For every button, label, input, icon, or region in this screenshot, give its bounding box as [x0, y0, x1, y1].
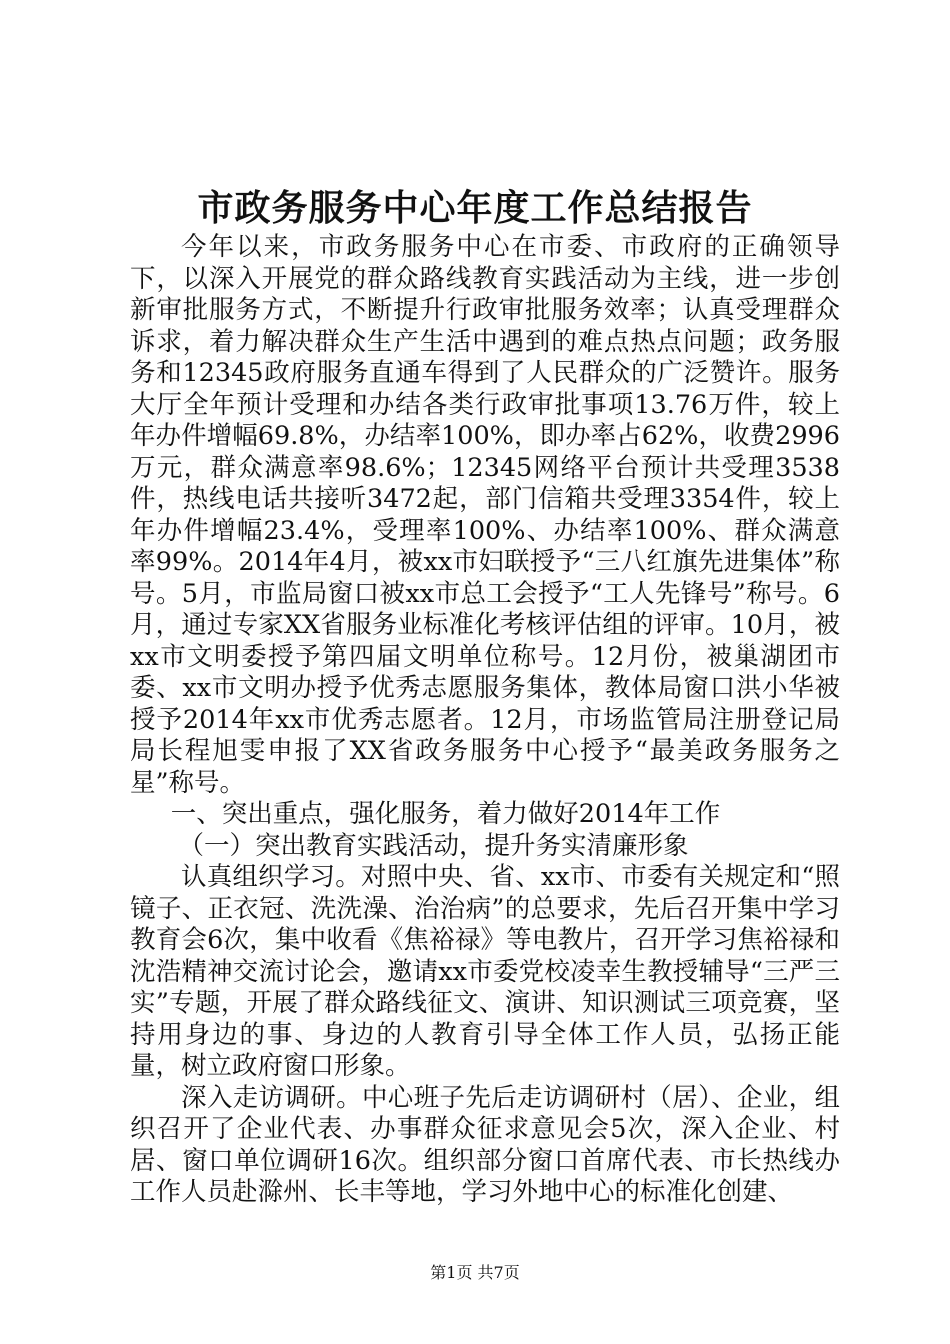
page-number-footer: 第1页 共7页	[430, 1263, 520, 1282]
intro-paragraph: 今年以来，市政务服务中心在市委、市政府的正确领导下，以深入开展党的群众路线教育实践活动为主线，进一步创新审批服务方式，不断提升行政审批服务效率；认真受理群众诉求，着力解决群众生产生活中遇到的难点热点问题；政务服务和12345政府服务直通车得到了人民群众的广泛赞许。服务大厅全年预计受理和办结各类行政审批事项13.76万件，较上年办件增幅69.8%，办结率100%，即办率占62%，收费2996万元，群众满意率98.6%；12345网络平台预计共受理3538件，热线电话共接听3472起，部门信箱共受理3354件，较上年办件增幅23.4%，受理率100%、办结率100%、群众满意率99%。2014年4月，被xx市妇联授予“三八红旗先进集体”称号。5月，市监局窗口被xx市总工会授予“工人先锋号”称号。6月，通过专家XX省服务业标准化考核评估组的评审。10月，被xx市文明委授予第四届文明单位称号。12月份，被巢湖团市委、xx市文明办授予优秀志愿服务集体，教体局窗口洪小华被授予2014年xx市优秀志愿者。12月，市场监管局注册登记局局长程旭雯申报了XX省政务服务中心授予“最美政务服务之星”称号。	[130, 232, 840, 798]
study-paragraph: 认真组织学习。对照中央、省、xx市、市委有关规定和“照镜子、正衣冠、洗洗澡、治治病”的总要求，先后召开集中学习教育会6次，集中收看《焦裕禄》等电教片，召开学习焦裕禄和沈浩精神交流讨论会，邀请xx市委党校凌幸生教授辅导“三严三实”专题，开展了群众路线征文、演讲、知识测试三项竞赛，坚持用身边的事、身边的人教育引导全体工作人员，弘扬正能量，树立政府窗口形象。	[130, 862, 840, 1081]
subsection-heading: （一）突出教育实践活动，提升务实清廉形象	[178, 830, 689, 861]
document-title: 市政务服务中心年度工作总结报告	[197, 187, 753, 229]
section-heading: 一、突出重点，强化服务，着力做好2014年工作	[170, 799, 721, 829]
visit-paragraph: 深入走访调研。中心班子先后走访调研村（居）、企业，组织召开了企业代表、办事群众征求意见会5次，深入企业、村居、窗口单位调研16次。组织部分窗口首席代表、市长热线办工作人员赴滁州、长丰等地，学习外地中心的标准化创建、	[130, 1082, 840, 1207]
document-body	[130, 232, 840, 1209]
